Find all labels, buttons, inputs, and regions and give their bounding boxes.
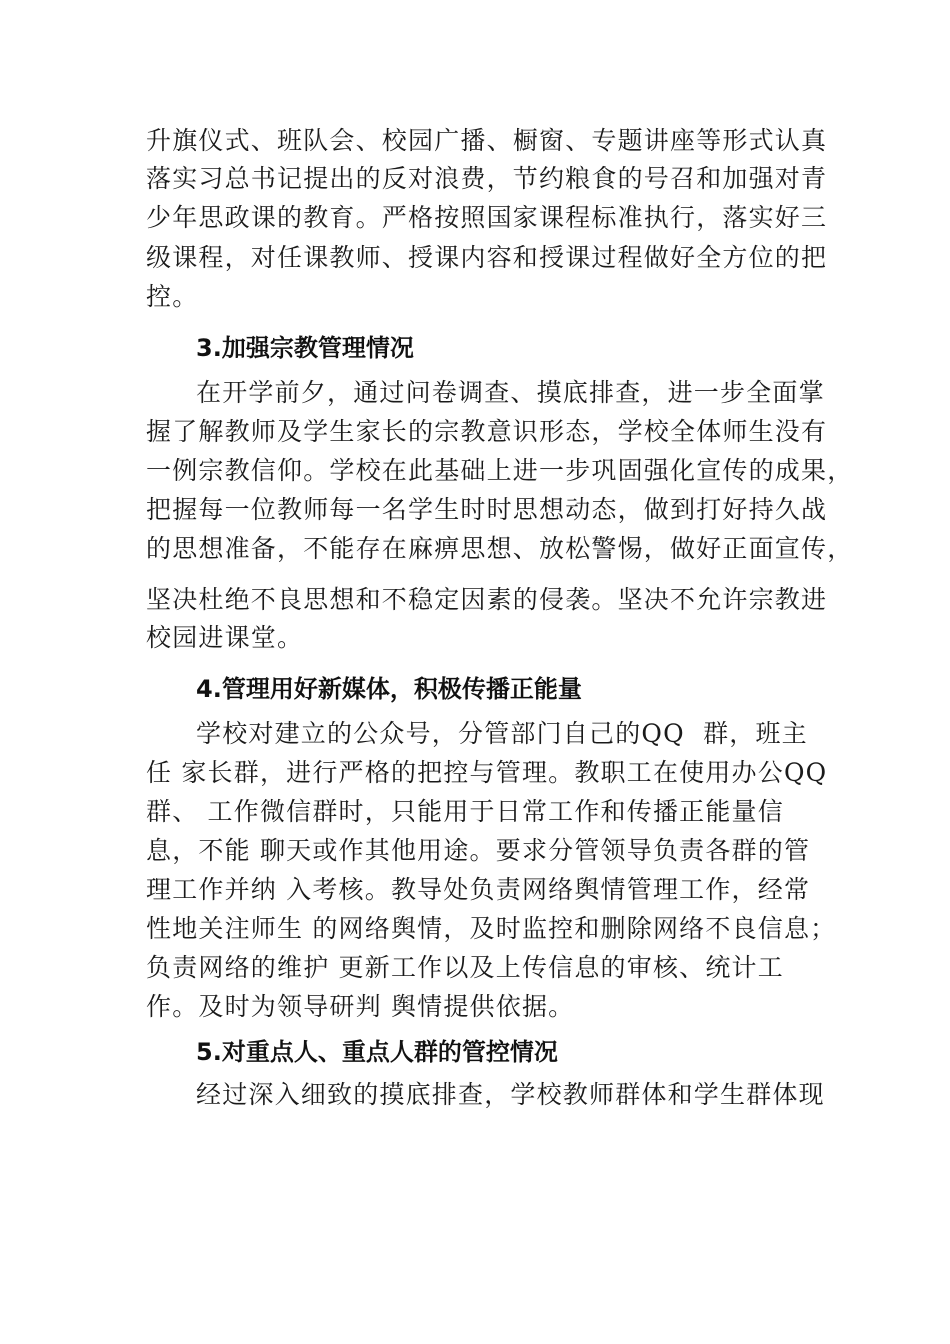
paragraph-1-line-1: 升旗仪式、班队会、校园广播、橱窗、专题讲座等形式认真 [146, 126, 828, 155]
section-heading-4: 4.管理用好新媒体，积极传播正能量 [196, 675, 582, 703]
section-heading-3: 3.加强宗教管理情况 [196, 334, 414, 362]
paragraph-4-line-1: 学校对建立的公众号，分管部门自己的QQ 群，班主 [196, 719, 808, 748]
paragraph-1-line-4: 级课程，对任课教师、授课内容和授课过程做好全方位的把 [146, 243, 828, 272]
paragraph-4-line-8: 作。及时为领导研判 舆情提供依据。 [146, 992, 575, 1021]
paragraph-4-line-6: 性地关注师生 的网络舆情，及时监控和删除网络不良信息； [146, 914, 837, 943]
paragraph-3-line-2: 握了解教师及学生家长的宗教意识形态，学校全体师生没有 [146, 417, 828, 446]
paragraph-3-line-7: 校园进课堂。 [146, 623, 304, 652]
paragraph-4-line-2: 任 家长群，进行严格的把控与管理。教职工在使用办公QQ [146, 758, 828, 787]
paragraph-5-line-1: 经过深入细致的摸底排查，学校教师群体和学生群体现 [196, 1080, 825, 1109]
paragraph-1-line-3: 少年思政课的教育。严格按照国家课程标准执行，落实好三 [146, 203, 828, 232]
section-heading-5: 5.对重点人、重点人群的管控情况 [196, 1038, 558, 1066]
paragraph-3-line-3: 一例宗教信仰。学校在此基础上进一步巩固强化宣传的成果， [146, 456, 854, 485]
paragraph-1-line-5: 控。 [146, 282, 199, 311]
paragraph-3-line-1: 在开学前夕，通过问卷调查、摸底排查，进一步全面掌 [196, 378, 825, 407]
paragraph-3-line-4: 把握每一位教师每一名学生时时思想动态，做到打好持久战 [146, 495, 828, 524]
paragraph-4-line-7: 负责网络的维护 更新工作以及上传信息的审核、统计工 [146, 953, 784, 982]
paragraph-3-line-5: 的思想准备，不能存在麻痹思想、放松警惕，做好正面宣传， [146, 534, 854, 563]
paragraph-4-line-5: 理工作并纳 入考核。教导处负责网络舆情管理工作，经常 [146, 875, 811, 904]
paragraph-3-line-6: 坚决杜绝不良思想和不稳定因素的侵袭。坚决不允许宗教进 [146, 585, 828, 614]
paragraph-4-line-4: 息，不能 聊天或作其他用途。要求分管领导负责各群的管 [146, 836, 811, 865]
paragraph-1-line-2: 落实习总书记提出的反对浪费，节约粮食的号召和加强对青 [146, 164, 828, 193]
paragraph-4-line-3: 群、 工作微信群时，只能用于日常工作和传播正能量信 [146, 797, 784, 826]
